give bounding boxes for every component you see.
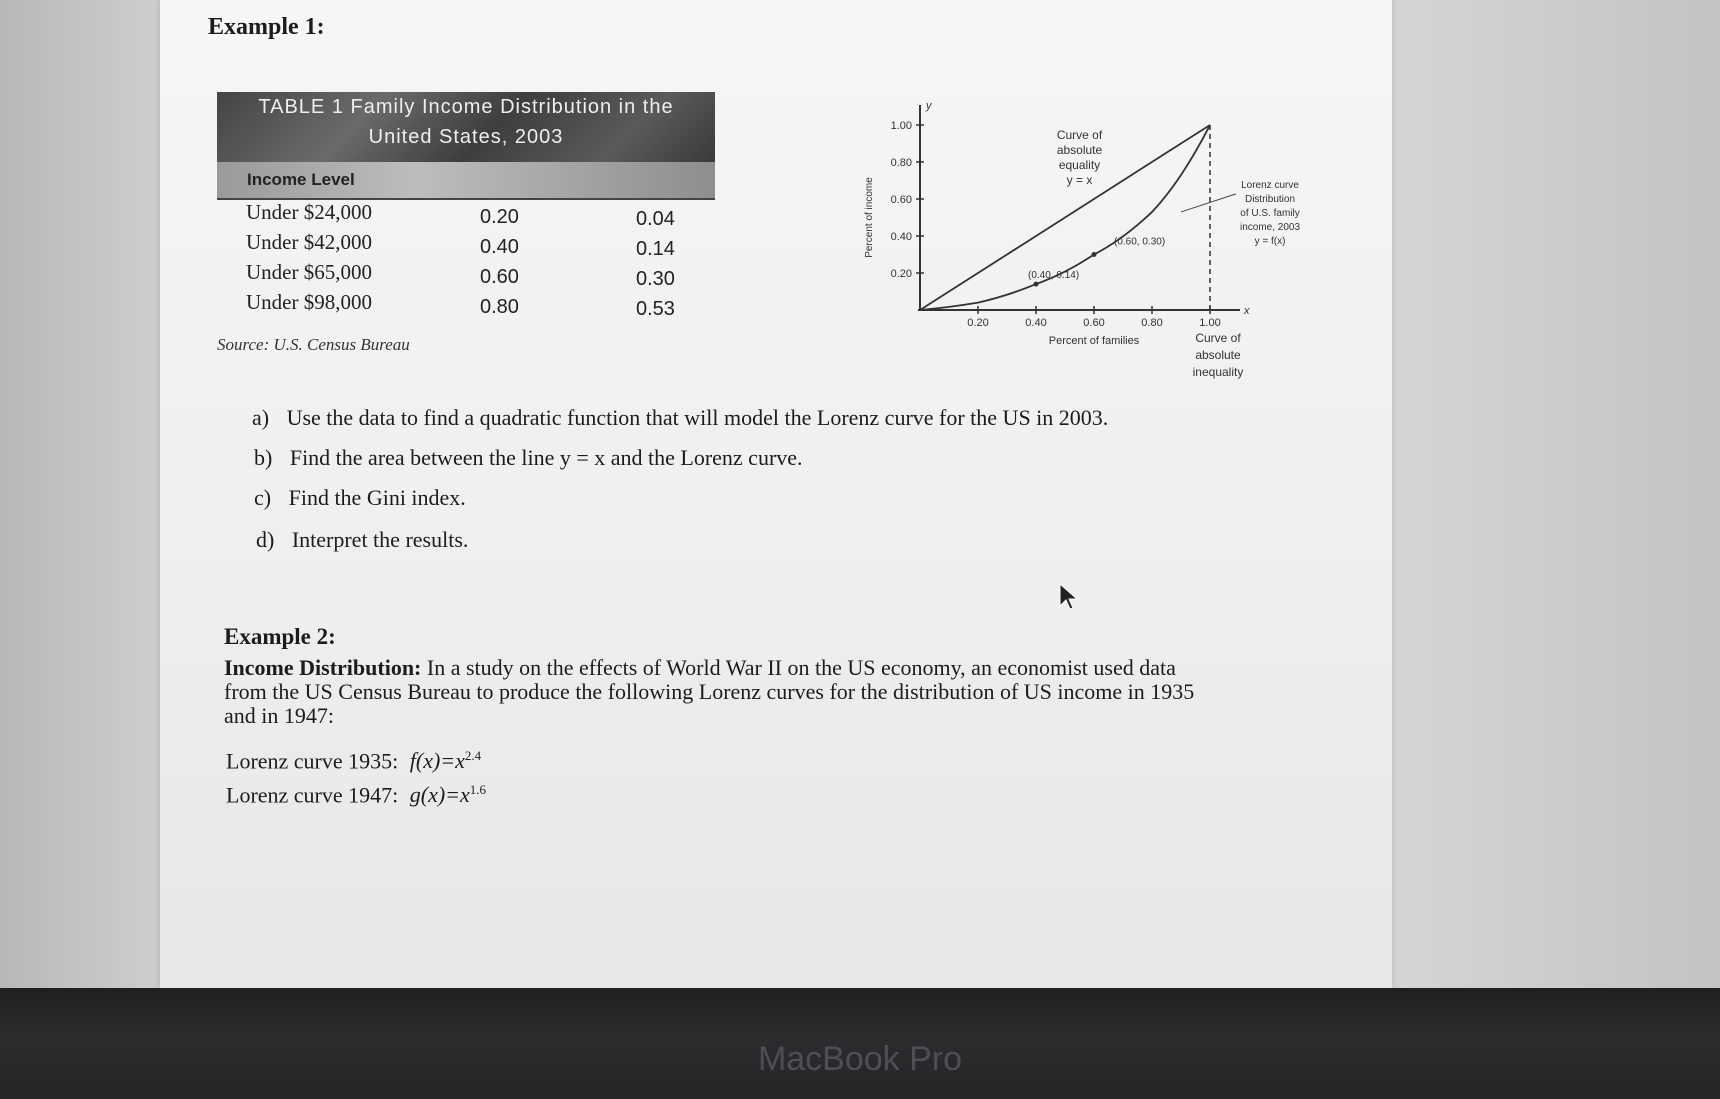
inequality-label: Curve of <box>1195 331 1241 345</box>
y-axis-label: Percent of income <box>864 177 875 258</box>
question-text: Use the data to find a quadratic function that will model the Lorenz curve for the US in 2003. <box>286 405 1109 430</box>
question-b <box>254 446 803 470</box>
example2-heading: Example 2: <box>224 624 336 649</box>
paragraph-line: and in 1947: <box>224 703 334 728</box>
table-cell-x: 0.80 <box>480 296 519 318</box>
lorenz-1947-label: Lorenz curve 1947: <box>226 782 399 808</box>
equality-label: y = x <box>1066 173 1093 187</box>
table-cell-level: Under $98,000 <box>246 290 372 314</box>
question-text: Find the Gini index. <box>288 485 466 510</box>
example2-paragraph <box>224 656 1314 728</box>
question-text: Find the area between the line y = x and the Lorenz curve. <box>289 445 803 470</box>
question-c <box>254 486 466 510</box>
column-header-income-level: Income Level <box>247 170 355 189</box>
table-cell-level: Under $65,000 <box>246 260 372 284</box>
lorenz-label: y = f(x) <box>1254 235 1286 247</box>
table-cell-y: 0.04 <box>636 208 675 230</box>
question-letter: d) <box>256 527 275 552</box>
desk-background-left <box>0 0 160 990</box>
lorenz-chart <box>840 50 1380 395</box>
mouse-cursor-icon <box>1058 582 1082 612</box>
table-cell-level: Under $42,000 <box>246 230 372 254</box>
table-source: Source: U.S. Census Bureau <box>217 335 410 354</box>
lorenz-1935-function: f(x)=x <box>409 748 465 774</box>
table-cell-x: 0.60 <box>480 266 519 288</box>
question-d <box>256 528 468 552</box>
desk-background-right <box>1380 0 1720 990</box>
point-label: (0.60, 0.30) <box>1114 236 1166 248</box>
question-text: Interpret the results. <box>291 527 469 552</box>
question-letter: a) <box>252 405 270 430</box>
point-label: (0.40, 0.14) <box>1028 270 1080 282</box>
table-cell-y: 0.30 <box>636 268 675 290</box>
equality-label: absolute <box>1056 143 1103 157</box>
equality-label: Curve of <box>1056 128 1103 142</box>
x-tick-label: 0.80 <box>1141 317 1163 329</box>
y-tick-label: 0.80 <box>890 157 912 169</box>
example1-heading: Example 1: <box>208 14 325 40</box>
question-a <box>252 406 1108 430</box>
x-tick-label: 1.00 <box>1199 317 1221 329</box>
x-tick-label: 0.60 <box>1083 317 1105 329</box>
lorenz-label: income, 2003 <box>1239 221 1301 233</box>
x-tick-label: 0.20 <box>967 317 989 329</box>
table-cell-x: 0.20 <box>480 206 519 228</box>
lorenz-label-pointer <box>1181 194 1236 212</box>
table-cell-y: 0.14 <box>636 238 675 260</box>
table-title <box>217 92 715 162</box>
question-letter: c) <box>254 485 272 510</box>
data-point <box>1092 252 1097 257</box>
x-axis-label: Percent of families <box>1048 335 1140 347</box>
lorenz-1947-exponent: 1.6 <box>469 782 487 797</box>
table-header <box>217 162 715 200</box>
laptop-brand-label: MacBook Pro <box>757 1040 963 1078</box>
equality-label: equality <box>1058 158 1101 172</box>
x-axis-letter: x <box>1244 305 1250 317</box>
lorenz-label: Lorenz curve <box>1241 179 1299 191</box>
table-title-line2: United States, 2003 <box>368 126 564 148</box>
table-cell-level: Under $24,000 <box>246 200 372 224</box>
table-cell-x: 0.40 <box>480 236 519 258</box>
y-tick-label: 0.20 <box>890 268 912 280</box>
lorenz-label: of U.S. family <box>1240 207 1300 219</box>
table-cell-y: 0.53 <box>636 298 675 320</box>
lorenz-1935-exponent: 2.4 <box>464 748 482 763</box>
paragraph-text: In a study on the effects of World War II on the US economy, an economist used data <box>421 655 1176 680</box>
question-letter: b) <box>254 445 273 470</box>
lorenz-1935 <box>226 744 481 773</box>
inequality-label: inequality <box>1192 365 1244 379</box>
paragraph-line <box>224 656 1314 680</box>
lorenz-1947 <box>226 778 486 807</box>
inequality-label: absolute <box>1195 348 1241 362</box>
paragraph-lead: Income Distribution: <box>224 655 422 680</box>
y-tick-label: 0.60 <box>890 194 912 206</box>
paragraph-line: from the US Census Bureau to produce the following Lorenz curves for the distribution of US income in 1935 <box>224 679 1195 704</box>
lorenz-label: Distribution <box>1244 193 1296 205</box>
lorenz-1947-function: g(x)=x <box>409 782 470 808</box>
lorenz-1935-label: Lorenz curve 1935: <box>226 748 399 774</box>
y-tick-label: 0.40 <box>890 231 912 243</box>
y-axis-letter: y <box>926 100 932 112</box>
x-tick-label: 0.40 <box>1025 317 1047 329</box>
table-title-line1: TABLE 1 Family Income Distribution in the <box>258 96 674 118</box>
y-tick-label: 1.00 <box>890 120 912 132</box>
data-point <box>1034 282 1039 287</box>
